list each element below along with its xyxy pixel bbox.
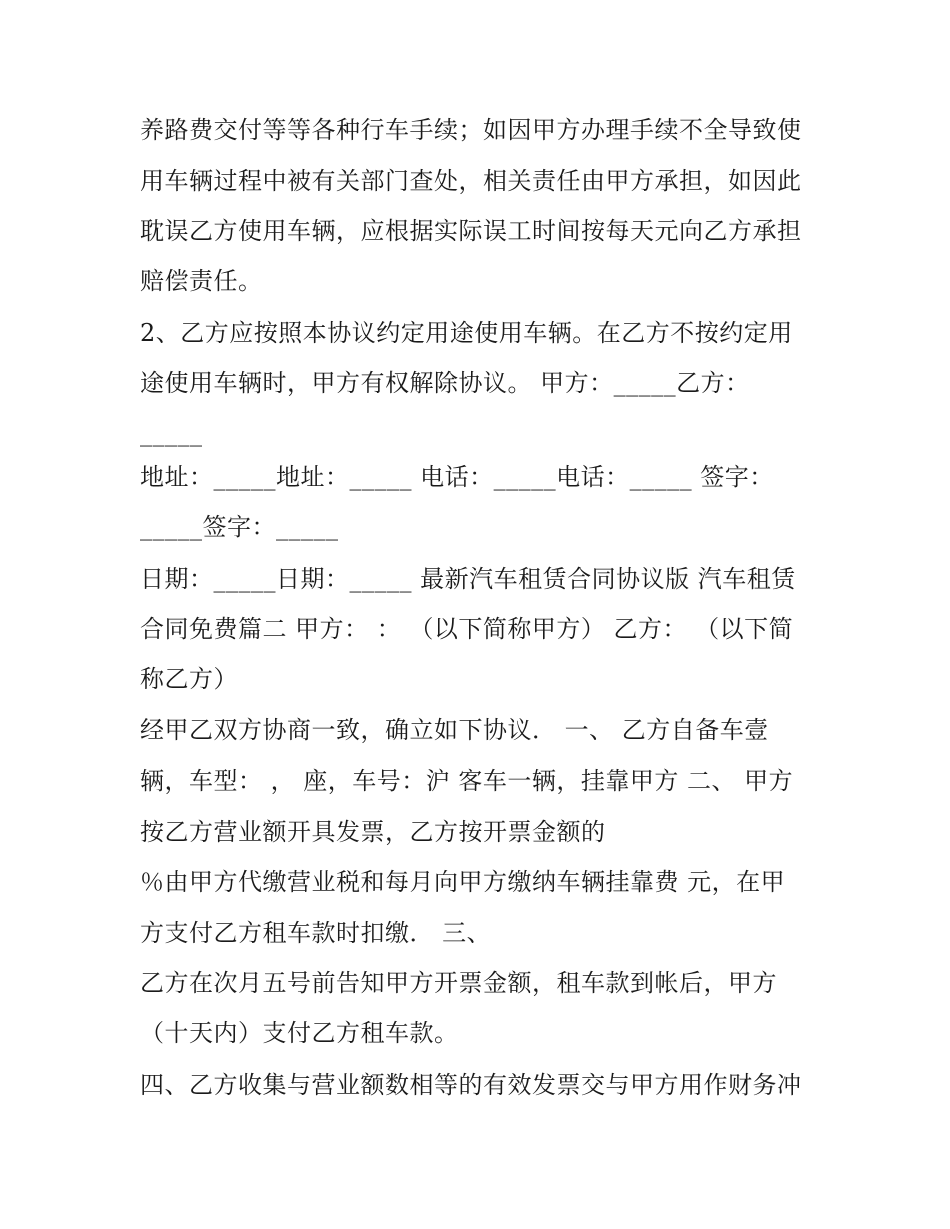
text-line: ％由甲方代缴营业税和每月向甲方缴纳车辆挂靠费 元，在甲: [140, 868, 786, 896]
text-line: 乙方在次月五号前告知甲方开票金额，租车款到帐后，甲方: [140, 969, 777, 997]
text-line: 合同免费篇二 甲方： ： （以下简称甲方） 乙方： （以下简: [140, 615, 794, 643]
text-line: 地址：_____地址：_____ 电话：_____电话：_____ 签字：: [140, 463, 774, 491]
text-line: 辆，车型： ， 座，车号：沪 客车一辆，挂靠甲方 二、 甲方: [140, 767, 794, 795]
text-line: _____: [140, 419, 203, 447]
text-line: （十天内）支付乙方租车款。: [140, 1019, 459, 1047]
text-line: 途使用车辆时，甲方有权解除协议。 甲方：_____乙方：: [140, 369, 750, 397]
text-line: 称乙方）: [140, 665, 238, 693]
text-line: 耽误乙方使用车辆，应根据实际误工时间按每天元向乙方承担: [140, 217, 802, 245]
text-line: 赔偿责任。: [140, 267, 263, 295]
text-line: 按乙方营业额开具发票，乙方按开票金额的: [140, 818, 606, 846]
text-line: 养路费交付等等各种行车手续；如因甲方办理手续不全导致使: [140, 116, 802, 144]
text-line: 经甲乙双方协商一致，确立如下协议． 一、 乙方自备车壹: [140, 716, 769, 744]
text-line: 方支付乙方租车款时扣缴． 三、: [140, 919, 492, 947]
text-line: 用车辆过程中被有关部门查处，相关责任由甲方承担，如因此: [140, 167, 802, 195]
text-line: 2、乙方应按照本协议约定用途使用车辆。在乙方不按约定用: [140, 319, 793, 347]
text-line: _____签字：_____: [140, 513, 339, 541]
text-line: 日期：_____日期：_____ 最新汽车租赁合同协议版 汽车租赁: [140, 565, 796, 593]
text-line: 四、乙方收集与营业额数相等的有效发票交与甲方用作财务冲: [140, 1071, 802, 1099]
